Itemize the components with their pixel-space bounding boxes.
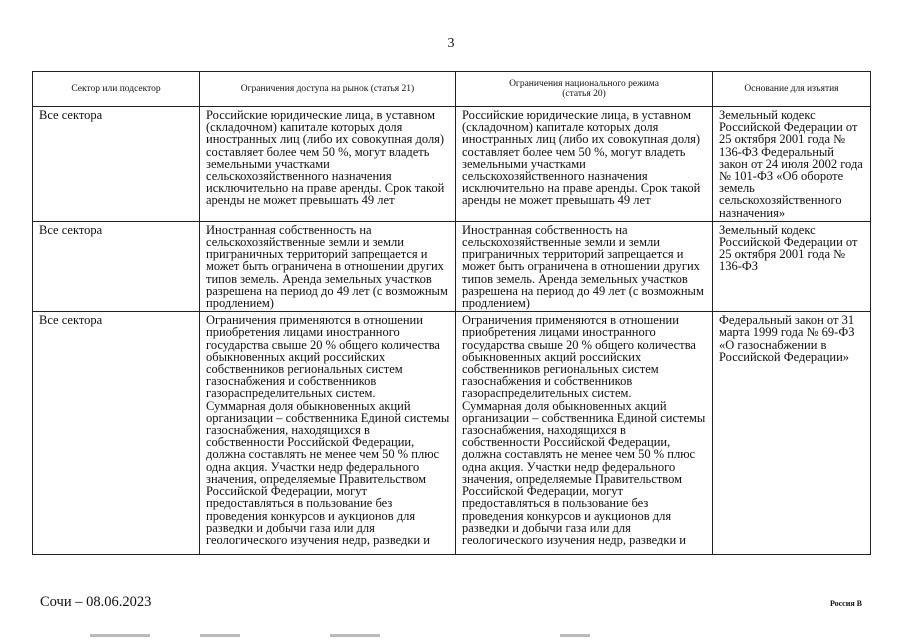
- table-header-row: [33, 72, 871, 107]
- cell-basis: Федеральный закон от 31 марта 1999 года № 69-ФЗ «О газоснабжении в Российской Федерации»: [713, 312, 871, 555]
- header-basis: Основание для изъятия: [713, 72, 871, 107]
- header-market-access: Ограничения доступа на рынок (статья 21): [200, 72, 456, 107]
- restrictions-table: [32, 71, 871, 555]
- header-national-treatment: Ограничения национального режима (статья 20): [456, 72, 713, 107]
- cell-market-access: [200, 312, 456, 555]
- cell-sector: Все сектора: [33, 221, 200, 311]
- paragraph: Российские юридические лица, в уставном (складочном) капитале которых доля иностранных лиц (либо их совокупная доля) составляет более чем 50 %, могут владеть земельными участками сельскохозяйственного назначения исключительно на праве аренды. Срок такой аренды не может превышать 49 лет: [206, 108, 445, 208]
- cell-sector: Все сектора: [33, 107, 200, 222]
- table-row: [33, 221, 871, 311]
- header-sector: Сектор или подсектор: [33, 72, 200, 107]
- table-row: [33, 107, 871, 222]
- scan-edge-marks: [0, 632, 902, 640]
- page-number: 3: [447, 36, 455, 51]
- cell-basis: Земельный кодекс Российской Федерации от 25 октября 2001 года № 136-ФЗ: [713, 221, 871, 311]
- paragraph: Российские юридические лица, в уставном (складочном) капитале которых доля иностранных лиц (либо их совокупная доля) составляет более чем 50 %, могут владеть земельными участками сельскохозяйственного назначения исключительно на праве аренды. Срок такой аренды не может превышать 49 лет: [462, 108, 701, 208]
- cell-basis: Земельный кодекс Российской Федерации от 25 октября 2001 года № 136-ФЗ Федеральный закон от 24 июля 2002 года № 101-ФЗ «Об обороте земель сельскохозяйственного назначения»: [713, 107, 871, 222]
- cell-national-treatment: [456, 312, 713, 555]
- footer-place-date: Сочи – 08.06.2023: [40, 594, 152, 610]
- cell-national-treatment: [456, 107, 713, 222]
- cell-market-access: [200, 221, 456, 311]
- paragraph: Ограничения применяются в отношении приобретения лицами иностранного государства свыше 20 % общего количества обыкновенных акций российских собственников региональных систем газоснабжения и собственников газораспределительных систем.: [206, 313, 440, 401]
- table-row: [33, 312, 871, 555]
- footer-document-code: Россия В: [829, 599, 862, 608]
- paragraph: Суммарная доля обыкновенных акций организации – собственника Единой системы газоснабжения, находящихся в собственности Российской Федерации, должна составлять не менее чем 50 % плюс одна акция. Участки недр федерального значения, определяемые Правительством Российской Федерации, могут предоставляться в пользование без проведения конкурсов и аукционов для разведки и добычи газа или для геологического изучения недр, разведки и: [462, 398, 706, 547]
- paragraph: Ограничения применяются в отношении приобретения лицами иностранного государства свыше 20 % общего количества обыкновенных акций российских собственников региональных систем газоснабжения и собственников газораспределительных систем.: [462, 313, 696, 401]
- paragraph: Иностранная собственность на сельскохозяйственные земли и земли приграничных территорий запрещается и может быть ограничена в отношении других типов земель. Аренда земельных участков разрешена на период до 49 лет (с возможным продлением): [462, 222, 704, 311]
- cell-national-treatment: [456, 221, 713, 311]
- paragraph: Иностранная собственность на сельскохозяйственные земли и земли приграничных территорий запрещается и может быть ограничена в отношении других типов земель. Аренда земельных участков разрешена на период до 49 лет (с возможным продлением): [206, 222, 448, 311]
- cell-sector: Все сектора: [33, 312, 200, 555]
- paragraph: Суммарная доля обыкновенных акций организации – собственника Единой системы газоснабжения, находящихся в собственности Российской Федерации, должна составлять не менее чем 50 % плюс одна акция. Участки недр федерального значения, определяемые Правительством Российской Федерации, могут предоставляться в пользование без проведения конкурсов и аукционов для разведки и добычи газа или для геологического изучения недр, разведки и: [206, 398, 450, 547]
- cell-market-access: [200, 107, 456, 222]
